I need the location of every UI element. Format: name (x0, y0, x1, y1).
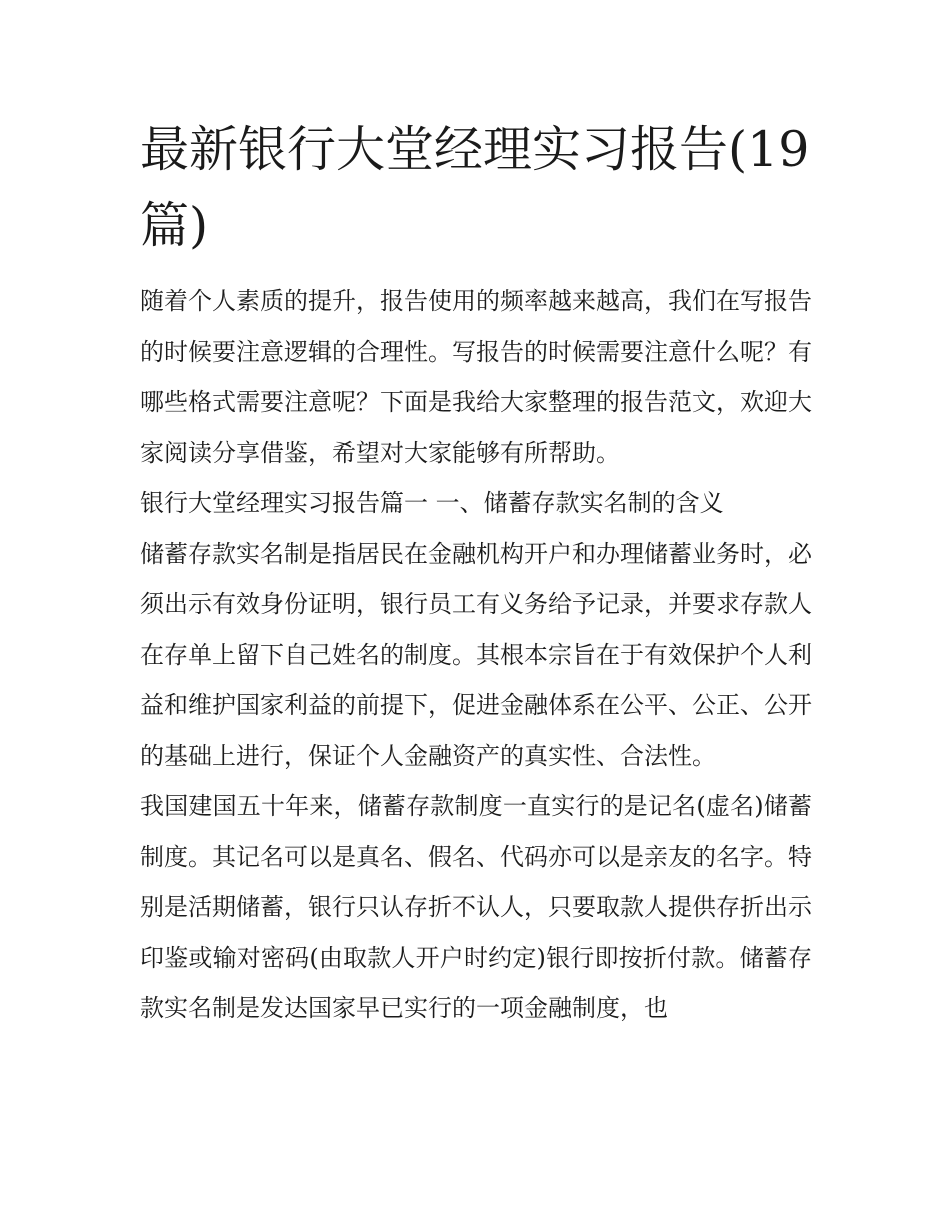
body-paragraph: 我国建国五十年来，储蓄存款制度一直实行的是记名(虚名)储蓄制度。其记名可以是真名、假名、代码亦可以是亲友的名字。特别是活期储蓄，银行只认存折不认人，只要取款人提供存折出示印鉴或输对密码(由取款人开户时约定)银行即按折付款。储蓄存款实名制是发达国家早已实行的一项金融制度，也 (140, 792, 812, 1022)
body-paragraph: 储蓄存款实名制是指居民在金融机构开户和办理储蓄业务时，必须出示有效身份证明，银行员工有义务给予记录，并要求存款人在存单上留下自己姓名的制度。其根本宗旨在于有效保护个人利益和维护国家利益的前提下，促进金融体系在公平、公正、公开的基础上进行，保证个人金融资产的真实性、合法性。 (140, 539, 812, 770)
document-page (140, 112, 812, 1034)
document-title: 最新银行大堂经理实习报告(19篇) (140, 121, 810, 254)
section-heading: 银行大堂经理实习报告篇一 一、储蓄存款实名制的含义 (140, 489, 724, 517)
intro-paragraph: 随着个人素质的提升，报告使用的频率越来越高，我们在写报告的时候要注意逻辑的合理性。写报告的时候需要注意什么呢？有哪些格式需要注意呢？下面是我给大家整理的报告范文，欢迎大家阅读分享借鉴，希望对大家能够有所帮助。 (140, 287, 812, 467)
